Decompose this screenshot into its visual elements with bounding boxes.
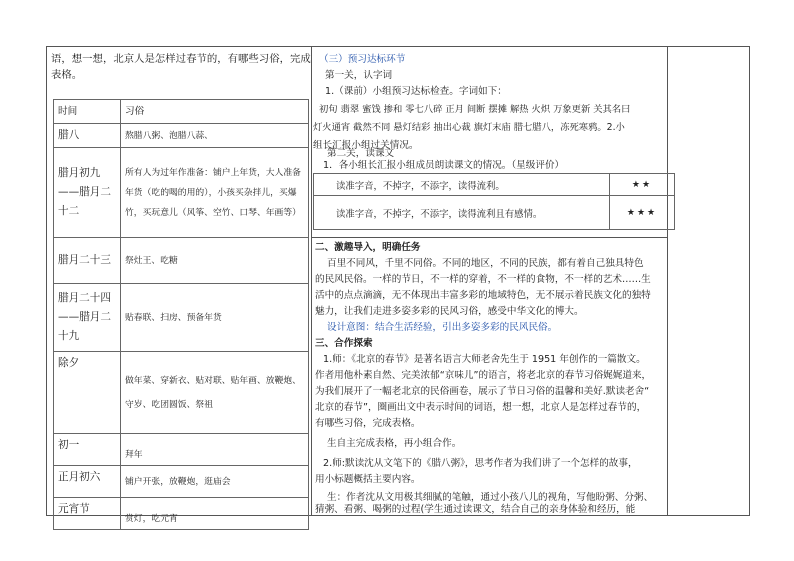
table-row xyxy=(54,434,309,466)
section-3-title: 三、合作探索 xyxy=(315,338,373,349)
table-row xyxy=(54,284,309,352)
row-custom: 铺户开张，放鞭炮，逛庙会 xyxy=(121,466,309,498)
table-row xyxy=(54,124,309,148)
section-3-paragraph-line: 猜粥、看粥、喝粥的过程(学生通过读课文，结合自己的亲身体验和经历，能 xyxy=(315,504,636,515)
header-custom: 习俗 xyxy=(121,100,309,124)
section-3-paragraph-line: 1.师：《北京的春节》是著名语言大师老舍先生于 1951 年创作的一篇散文。 xyxy=(323,354,646,365)
rating-stars: ★★★ xyxy=(610,196,675,230)
row-time: 腊月初九——腊月二十二 xyxy=(54,148,121,238)
level-2-heading: 第二关，读课文 xyxy=(327,148,395,159)
row-time: 腊八 xyxy=(54,124,121,148)
row-time: 初一 xyxy=(54,434,121,466)
section-3-paragraph-line: 有哪些习俗，完成表格。 xyxy=(315,418,421,429)
word-list-line3: 组长汇报小组过关情况。 xyxy=(313,140,419,151)
section-3-paragraph-line: 2.师:默读沈从文笔下的《腊八粥》，思考作者为我们讲了一个怎样的故事， xyxy=(323,458,638,469)
rating-criterion: 读准字音，不掉字，不添字，读得流利。 xyxy=(314,174,610,196)
reading-report-item: 1．各小组长汇报小组成员朗读课文的情况。（星级评价） xyxy=(323,160,565,171)
row-time: 正月初六 xyxy=(54,466,121,498)
row-custom: 所有人为过年作准备：铺户上年货，大人准备年货（吃的喝的用的），小孩买杂拌儿，买爆竹，买玩意儿（风筝、空竹、口琴、年画等） xyxy=(121,148,309,238)
section-3-heading: （三）预习达标环节 xyxy=(319,54,406,65)
word-list-line1: 初旬 翡翠 蜜饯 掺和 零七八碎 正月 间断 摆摊 解热 火炽 万象更新 关其名曰 xyxy=(319,104,631,115)
row-custom: 做年菜、穿新衣、贴对联、贴年画、放鞭炮、守岁、吃团圆饭、祭祖 xyxy=(121,352,309,434)
row-custom: 贴春联、扫房、预备年货 xyxy=(121,284,309,352)
section-3-paragraph-line: 用小标题概括主要内容。 xyxy=(315,474,421,485)
row-custom: 祭灶王、吃糖 xyxy=(121,238,309,284)
table-row xyxy=(54,352,309,434)
table-row xyxy=(54,148,309,238)
table-header-row xyxy=(54,100,309,124)
section-2-paragraph-line: 百里不同风，千里不同俗。不同的地区，不同的民族，都有着自己独具特色 xyxy=(327,258,644,269)
table-row xyxy=(54,238,309,284)
section-2-paragraph-line: 的民风民俗。一样的节日，不一样的穿着，不一样的食物，不一样的艺术……生 xyxy=(315,274,651,285)
star-rating-table xyxy=(313,173,675,230)
left-intro-line1: 语，想一想，北京人是怎样过春节的，有哪些习俗，完成 xyxy=(51,53,311,65)
row-time: 腊月二十三 xyxy=(54,238,121,284)
section-3-paragraph-line: 生自主完成表格，再小组合作。 xyxy=(327,438,462,449)
table-row xyxy=(54,466,309,498)
column-divider-left xyxy=(311,47,312,515)
word-list-line2: 灯火通宵 截然不同 悬灯结彩 抽出心裁 旗灯末庙 腊七腊八，冻死寒鸦。2.小 xyxy=(313,122,625,133)
section-3-paragraph-line: 北京的春节”，圈画出文中表示时间的词语，想一想，北京人是怎样过春节的， xyxy=(315,402,647,413)
section-3-paragraph-line: 作者用他朴素自然、完美浓郁“京味儿”的语言，将老北京的春节习俗娓娓道来， xyxy=(315,370,652,381)
rating-row xyxy=(314,196,675,230)
custom-table xyxy=(53,99,309,530)
row-custom: 熬腊八粥、泡腊八蒜、 xyxy=(121,124,309,148)
rating-row xyxy=(314,174,675,196)
section-2-paragraph-line: 魅力，让我们走进多姿多彩的民风习俗，感受中华文化的博大。 xyxy=(315,306,584,317)
header-time: 时间 xyxy=(54,100,121,124)
column-divider-right xyxy=(667,47,668,515)
row-time: 除夕 xyxy=(54,352,121,434)
row-time: 元宵节 xyxy=(54,498,121,530)
table-row xyxy=(54,498,309,530)
section-3-paragraph-line: 为我们展开了一幅老北京的民俗画卷，展示了节日习俗的温馨和美好.默读老舍“ xyxy=(315,386,650,397)
section-divider xyxy=(311,237,667,238)
preview-check-item: 1.（课前）小组预习达标检查。字词如下： xyxy=(325,86,507,97)
row-custom: 赏灯，吃元宵 xyxy=(121,498,309,530)
section-2-heading: 二、激趣导入，明确任务 xyxy=(315,242,421,253)
row-time: 腊月二十四——腊月二十九 xyxy=(54,284,121,352)
row-custom: 拜年 xyxy=(121,434,309,466)
left-intro-line2: 表格。 xyxy=(51,69,83,81)
rating-stars: ★★ xyxy=(610,174,675,196)
level-1-heading: 第一关，认字词 xyxy=(325,70,393,81)
section-2-paragraph-line: 活中的点点滴滴，无不体现出丰富多彩的地域特色，无不展示着民族文化的独特 xyxy=(315,290,651,301)
section-3-paragraph-line: 生：作者沈从文用极其细腻的笔触，通过小孩八儿的视角，写他盼粥、分粥、 xyxy=(327,492,654,503)
rating-criterion: 读准字音，不掉字，不添字，读得流利且有感情。 xyxy=(314,196,610,230)
design-intent-note: 设计意图：结合生活经验，引出多姿多彩的民风民俗。 xyxy=(327,322,558,333)
lesson-plan-table xyxy=(46,46,750,524)
